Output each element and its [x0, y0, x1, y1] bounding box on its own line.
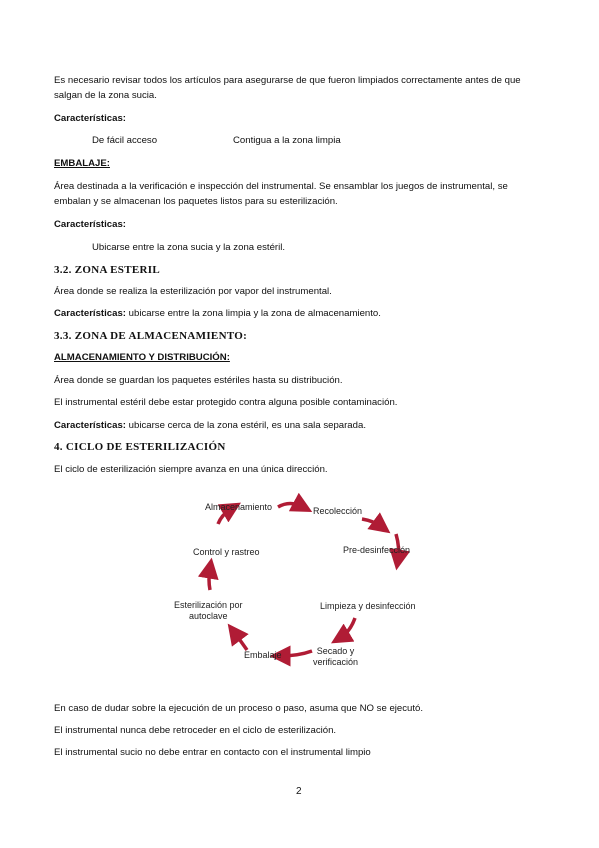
characteristics-line: Características: ubicarse cerca de la zona estéril, es una sala separada. [54, 420, 366, 431]
cycle-step-recoleccion: Recolección [313, 506, 363, 516]
paragraph-line: Área donde se guardan los paquetes estériles hasta su distribución. [54, 375, 343, 386]
paragraph-line: El instrumental estéril debe estar protegido contra alguna posible contaminación. [54, 397, 398, 408]
paragraph-line: En caso de dudar sobre la ejecución de un proceso o paso, asuma que NO se ejecutó. [54, 703, 424, 714]
paragraph-line: El ciclo de esterilización siempre avanza en una única dirección. [54, 464, 328, 475]
arrow-esterilizacion-control [209, 568, 210, 590]
cycle-arrows [160, 490, 430, 680]
section-heading-3-3: 3.3. ZONA DE ALMACENAMIENTO: [54, 330, 248, 342]
cycle-step-control: Control y rastreo [193, 547, 260, 557]
section-heading-4: 4. CICLO DE ESTERILIZACIÓN [54, 441, 226, 453]
characteristic-item: Contigua a la zona limpia [233, 135, 341, 146]
cycle-step-predesinfeccion: Pre-desinfección [343, 545, 411, 555]
cycle-step-almacenamiento: Almacenamiento [205, 502, 273, 512]
cycle-step-esterilizacion: Esterilización por autoclave [174, 600, 243, 621]
characteristics-label: Características: [54, 113, 126, 124]
paragraph-line: El instrumental sucio no debe entrar en contacto con el instrumental limpio [54, 747, 371, 758]
paragraph-line: Área donde se realiza la esterilización por vapor del instrumental. [54, 286, 332, 297]
paragraph-line: embalan y se almacenan los paquetes listos para su esterilización. [54, 196, 338, 207]
section-heading-3-2: 3.2. ZONA ESTERIL [54, 264, 160, 276]
arrow-embalaje-esterilizacion [234, 632, 247, 650]
arrow-secado-embalaje [280, 651, 312, 656]
cycle-step-secado: Secado y verificación [313, 646, 359, 667]
section-subheading-embalaje: EMBALAJE: [54, 158, 110, 169]
characteristic-item: De fácil acceso [92, 135, 158, 146]
cycle-step-limpieza: Limpieza y desinfección [320, 601, 416, 611]
characteristics-label: Características: [54, 219, 126, 230]
section-subheading-almacenamiento: ALMACENAMIENTO Y DISTRIBUCIÓN: [54, 352, 230, 363]
paragraph-line: El instrumental nunca debe retroceder en el ciclo de esterilización. [54, 725, 337, 736]
page-number: 2 [296, 786, 302, 797]
paragraph-line: salgan de la zona sucia. [54, 90, 157, 101]
sterilization-cycle-diagram [160, 490, 430, 680]
cycle-step-embalaje: Embalaje [244, 650, 282, 660]
arrow-almacenamiento-recoleccion [278, 504, 303, 508]
arrow-limpieza-secado [340, 618, 355, 638]
paragraph-line: Es necesario revisar todos los artículos para asegurarse de que fueron limpiados correctamente antes de que [54, 75, 521, 86]
characteristic-item: Ubicarse entre la zona sucia y la zona estéril. [92, 242, 286, 253]
arrow-recoleccion-predesinfeccion [362, 519, 382, 527]
paragraph-line: Área destinada a la verificación e inspección del instrumental. Se ensamblar los juegos de instrumental, se [54, 181, 508, 192]
characteristics-line: Características: ubicarse entre la zona limpia y la zona de almacenamiento. [54, 308, 381, 319]
